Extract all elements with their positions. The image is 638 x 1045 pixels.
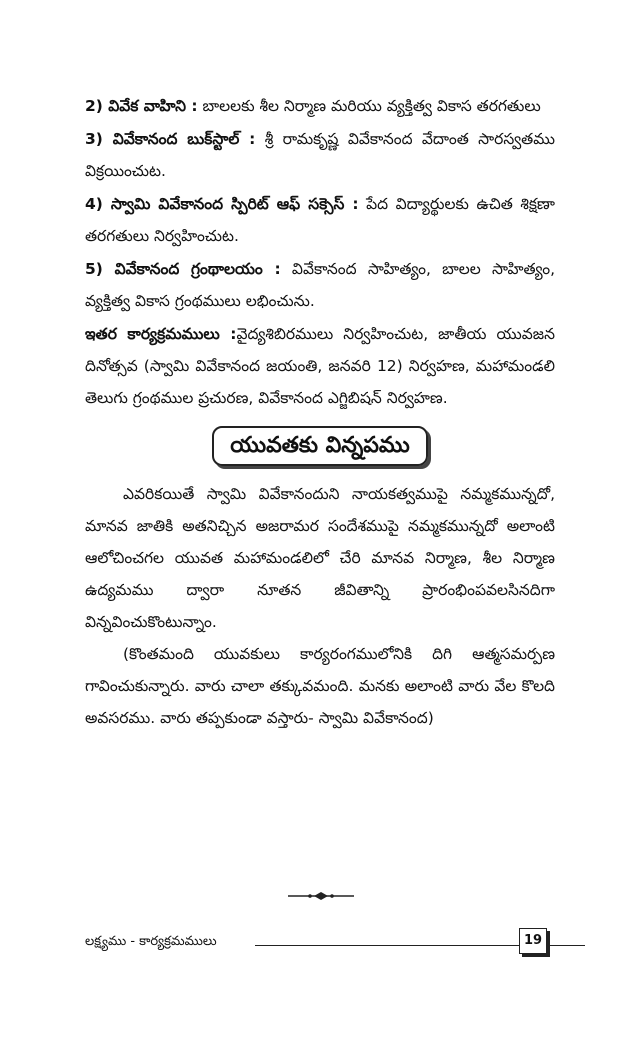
item-text: వివేకానంద సాహిత్యం, బాలల సాహిత్యం, వ్యక్తిత్వ వికాస గ్రంథములు లభించును. xyxy=(85,260,556,310)
section-heading-wrap xyxy=(85,426,555,468)
page-number: 19 xyxy=(519,928,547,954)
item-text: వైద్యశిబిరములు నిర్వహించుట, జాతీయ యువజన దినోత్సవ (స్వామి వివేకానంద జయంతి, జనవరి 12) నిర్వహణ, మహామండలి తెలుగు గ్రంథముల ప్రచురణ, వివేకానంద ఎగ్జిబిషన్ నిర్వహణ. xyxy=(85,325,555,407)
ornament-divider-icon xyxy=(286,889,356,903)
footer-title: లక్ష్యము - కార్యక్రమములు xyxy=(85,934,217,949)
item-heading: 3) వివేకానంద బుక్‌స్టాల్ : xyxy=(85,130,256,148)
item-text: శ్రీ రామకృష్ణ వివేకానంద వేదాంత సారస్వతము విక్రయించుట. xyxy=(85,130,555,180)
item-text: పేద విద్యార్థులకు ఉచిత శిక్షణా తరగతులు నిర్వహించుట. xyxy=(85,195,555,245)
item-heading: 4) స్వామి వివేకానంద స్పిరిట్ ఆఫ్ సక్సెస్ : xyxy=(85,195,359,213)
appeal-paragraph: ఎవరికయితే స్వామి వివేకానందుని నాయకత్వముపై నమ్మకమున్నదో, మానవ జాతికి అతనిచ్చిన అజరామర సందేశముపై నమ్మకమున్నదో అలాంటి ఆలోచించగల యువత మహామండలిలో చేరి మానవ నిర్మాణ, శీల నిర్మాణ ఉద్యమము ద్వారా నూతన జీవితాన్ని ప్రారంభింపవలసినదిగా విన్నవించుకొంటున్నాం. xyxy=(85,485,555,631)
item-other-programs xyxy=(85,318,555,414)
content xyxy=(85,90,555,734)
quote-paragraph: (కొంతమంది యువకులు కార్యరంగములోనికి దిగి ఆత్మసమర్పణ గావించుకున్నారు. వారు చాలా తక్కువమంది. మనకు అలాంటి వారు వేల కొలది అవసరము. వారు తప్పకుండా వస్తారు- స్వామి వివేకానంద) xyxy=(85,645,555,727)
item-bookstall xyxy=(85,123,555,187)
item-library xyxy=(85,253,555,317)
item-heading: ఇతర కార్యక్రమములు : xyxy=(85,325,237,343)
item-heading: 2) వివేక వాహిని : xyxy=(85,97,198,115)
item-vivekavahini xyxy=(85,90,555,122)
page-footer xyxy=(85,928,555,958)
section-heading: యువతకు విన్నపము xyxy=(212,426,428,466)
item-heading: 5) వివేకానంద గ్రంథాలయం : xyxy=(85,260,281,278)
item-text: బాలలకు శీల నిర్మాణ మరియు వ్యక్తిత్వ వికాస తరగతులు xyxy=(197,97,541,115)
item-spirit-of-success xyxy=(85,188,555,252)
